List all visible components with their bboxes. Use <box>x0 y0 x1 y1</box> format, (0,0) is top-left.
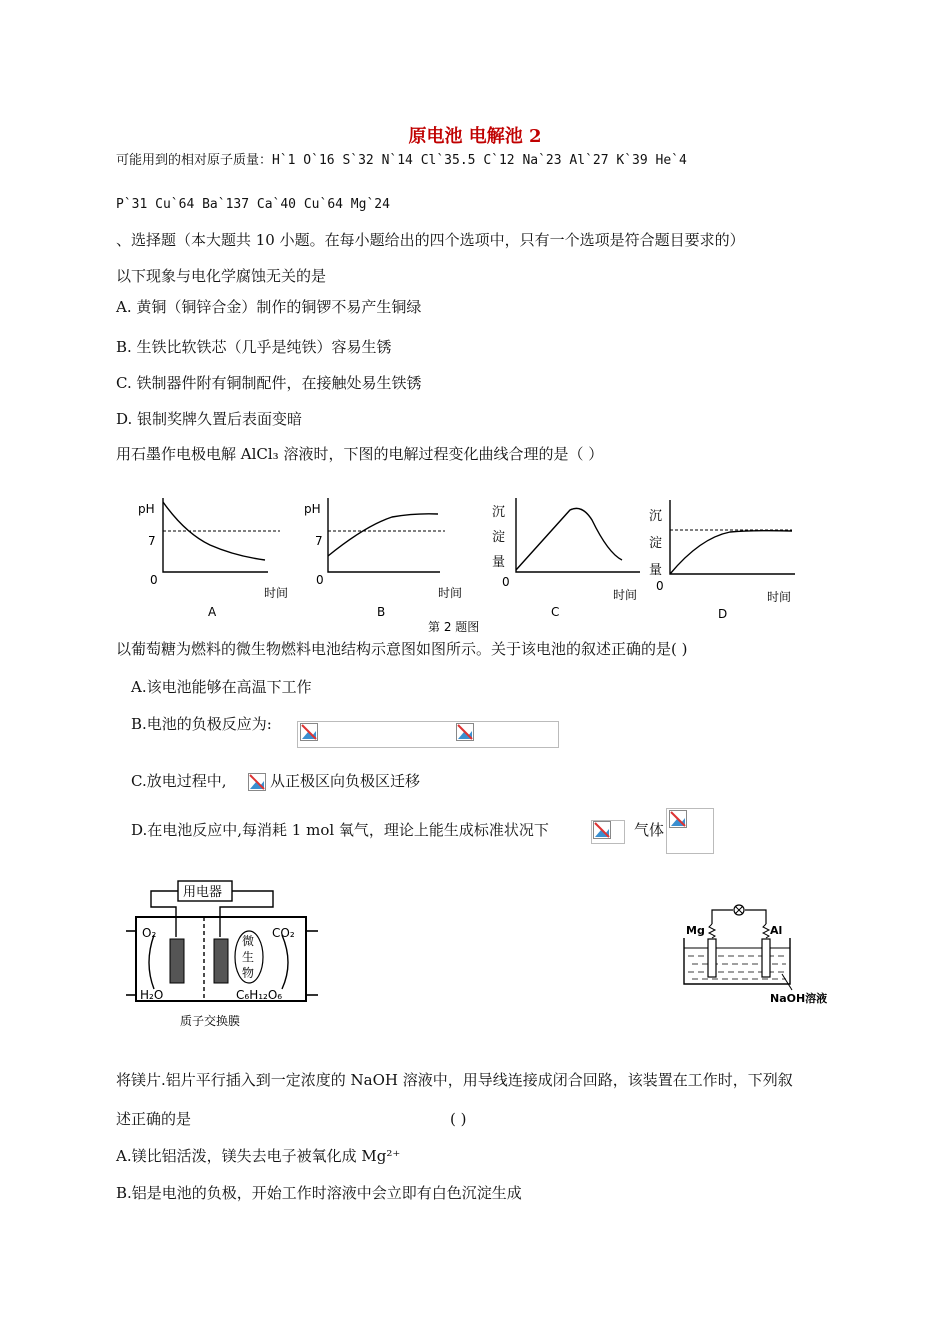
graph-d-xlabel: 时间 <box>767 590 792 604</box>
q4-stem-line1: 将镁片.铝片平行插入到一定浓度的 NaOH 溶液中，用导线连接成闭合回路，该装置在工作时，下列叙 <box>116 1071 793 1089</box>
graph-b-axes <box>328 498 440 572</box>
q2-stem: 用石墨作电极电解 AlCl₃ 溶液时，下图的电解过程变化曲线合理的是（ ） <box>116 445 604 463</box>
graph-b-curve <box>328 514 438 556</box>
graph-a-ylabel: pH <box>138 502 155 516</box>
graph-a-xlabel: 时间 <box>264 586 289 600</box>
atomic-masses-line2: P`31 Cu`64 Ba`137 Ca`40 Cu`64 Mg`24 <box>116 197 390 212</box>
graph-b-y7: 7 <box>315 534 323 548</box>
microbe-3: 物 <box>242 966 255 980</box>
broken-image-icon <box>593 821 611 839</box>
naoh-label: NaOH溶液 <box>770 992 828 1005</box>
graph-a-origin: 0 <box>150 573 158 587</box>
q3-option-d-tail: 气体 <box>634 821 665 839</box>
q3-stem: 以葡萄糖为燃料的微生物燃料电池结构示意图如图所示。关于该电池的叙述正确的是( ) <box>116 640 688 658</box>
atomic-masses-line1: 可能用到的相对原子质量：H`1 O`16 S`32 N`14 Cl`35.5 C`12 Na`23 Al`27 K`39 He`4 <box>116 153 687 168</box>
fuel-cell-diagram <box>118 875 328 1035</box>
graph-b-xlabel: 时间 <box>438 586 463 600</box>
membrane-label: 质子交换膜 <box>180 1014 241 1028</box>
glucose-label: C₆H₁₂O₆ <box>236 988 283 1002</box>
graph-d-ylabel-1: 沉 <box>649 509 663 524</box>
mg-electrode <box>708 939 716 977</box>
graph-c-curve <box>516 508 622 570</box>
broken-image-icon <box>248 773 266 791</box>
co2-label: CO₂ <box>272 926 295 940</box>
al-electrode <box>762 939 770 977</box>
graph-a-axes <box>163 498 268 572</box>
graph-c-letter: C <box>551 605 560 619</box>
graph-a-y7: 7 <box>148 534 156 548</box>
graph-c-ylabel-1: 沉 <box>492 505 506 520</box>
graph-d-origin: 0 <box>656 579 664 593</box>
page-title: 原电池 电解池 2 <box>408 126 542 147</box>
graph-c-xlabel: 时间 <box>613 588 638 602</box>
mg-label: Mg <box>686 924 705 937</box>
q3-option-c: C.放电过程中, <box>131 772 227 790</box>
graph-d-letter: D <box>718 607 728 621</box>
q1-option-d: D. 银制奖牌久置后表面变暗 <box>116 410 303 428</box>
q1-stem: 以下现象与电化学腐蚀无关的是 <box>116 267 327 285</box>
q4-stem-line2: 述正确的是 <box>116 1110 192 1128</box>
q4-answer-paren: ( ) <box>450 1110 467 1128</box>
broken-image-icon <box>669 810 687 828</box>
q3-option-b-formula-frame <box>297 721 559 748</box>
graph-d-curve <box>670 531 792 574</box>
mg-al-cell-diagram <box>678 898 838 1008</box>
graph-c-origin: 0 <box>502 575 510 589</box>
graph-d-axes <box>670 500 795 574</box>
broken-image-icon <box>456 723 474 741</box>
o2-label: O₂ <box>142 926 157 940</box>
al-label: Al <box>770 924 783 937</box>
graph-d-ylabel-3: 量 <box>649 563 663 578</box>
q3-option-d: D.在电池反应中,每消耗 1 mol 氧气，理论上能生成标准状况下 <box>131 821 549 839</box>
q1-option-b: B. 生铁比软铁芯（几乎是纯铁）容易生锈 <box>116 338 392 356</box>
graph-c-ylabel-3: 量 <box>492 555 506 570</box>
section-heading: 、选择题（本大题共 10 小题。在每小题给出的四个选项中，只有一个选项是符合题目要求的） <box>116 231 745 249</box>
graph-a-letter: A <box>208 605 217 619</box>
q4-option-a: A.镁比铝活泼，镁失去电子被氧化成 Mg²⁺ <box>116 1147 401 1165</box>
beaker <box>684 938 790 984</box>
q2-graphs <box>130 488 810 638</box>
microbe-1: 微 <box>242 934 255 948</box>
graph-c-ylabel-2: 淀 <box>492 530 506 545</box>
graph-b-origin: 0 <box>316 573 324 587</box>
graph-b-ylabel: pH <box>304 502 321 516</box>
q4-option-b: B.铝是电池的负极，开始工作时溶液中会立即有白色沉淀生成 <box>116 1184 522 1202</box>
q1-option-a: A. 黄铜（铜锌合金）制作的铜锣不易产生铜绿 <box>116 298 422 316</box>
q3-option-a: A.该电池能够在高温下工作 <box>131 678 312 696</box>
graph-d-ylabel-2: 淀 <box>649 536 663 551</box>
q3-option-c-tail: 从正极区向负极区迁移 <box>270 772 421 790</box>
q2-caption: 第 2 题图 <box>428 620 480 634</box>
h2o-label: H₂O <box>140 988 164 1002</box>
load-label: 用电器 <box>183 885 223 900</box>
right-electrode <box>214 939 228 983</box>
left-electrode <box>170 939 184 983</box>
broken-image-icon <box>300 723 318 741</box>
graph-b-letter: B <box>377 605 386 619</box>
q3-option-b: B.电池的负极反应为: <box>131 715 272 733</box>
q1-option-c: C. 铁制器件附有铜制配件，在接触处易生铁锈 <box>116 374 422 392</box>
microbe-2: 生 <box>242 950 255 964</box>
